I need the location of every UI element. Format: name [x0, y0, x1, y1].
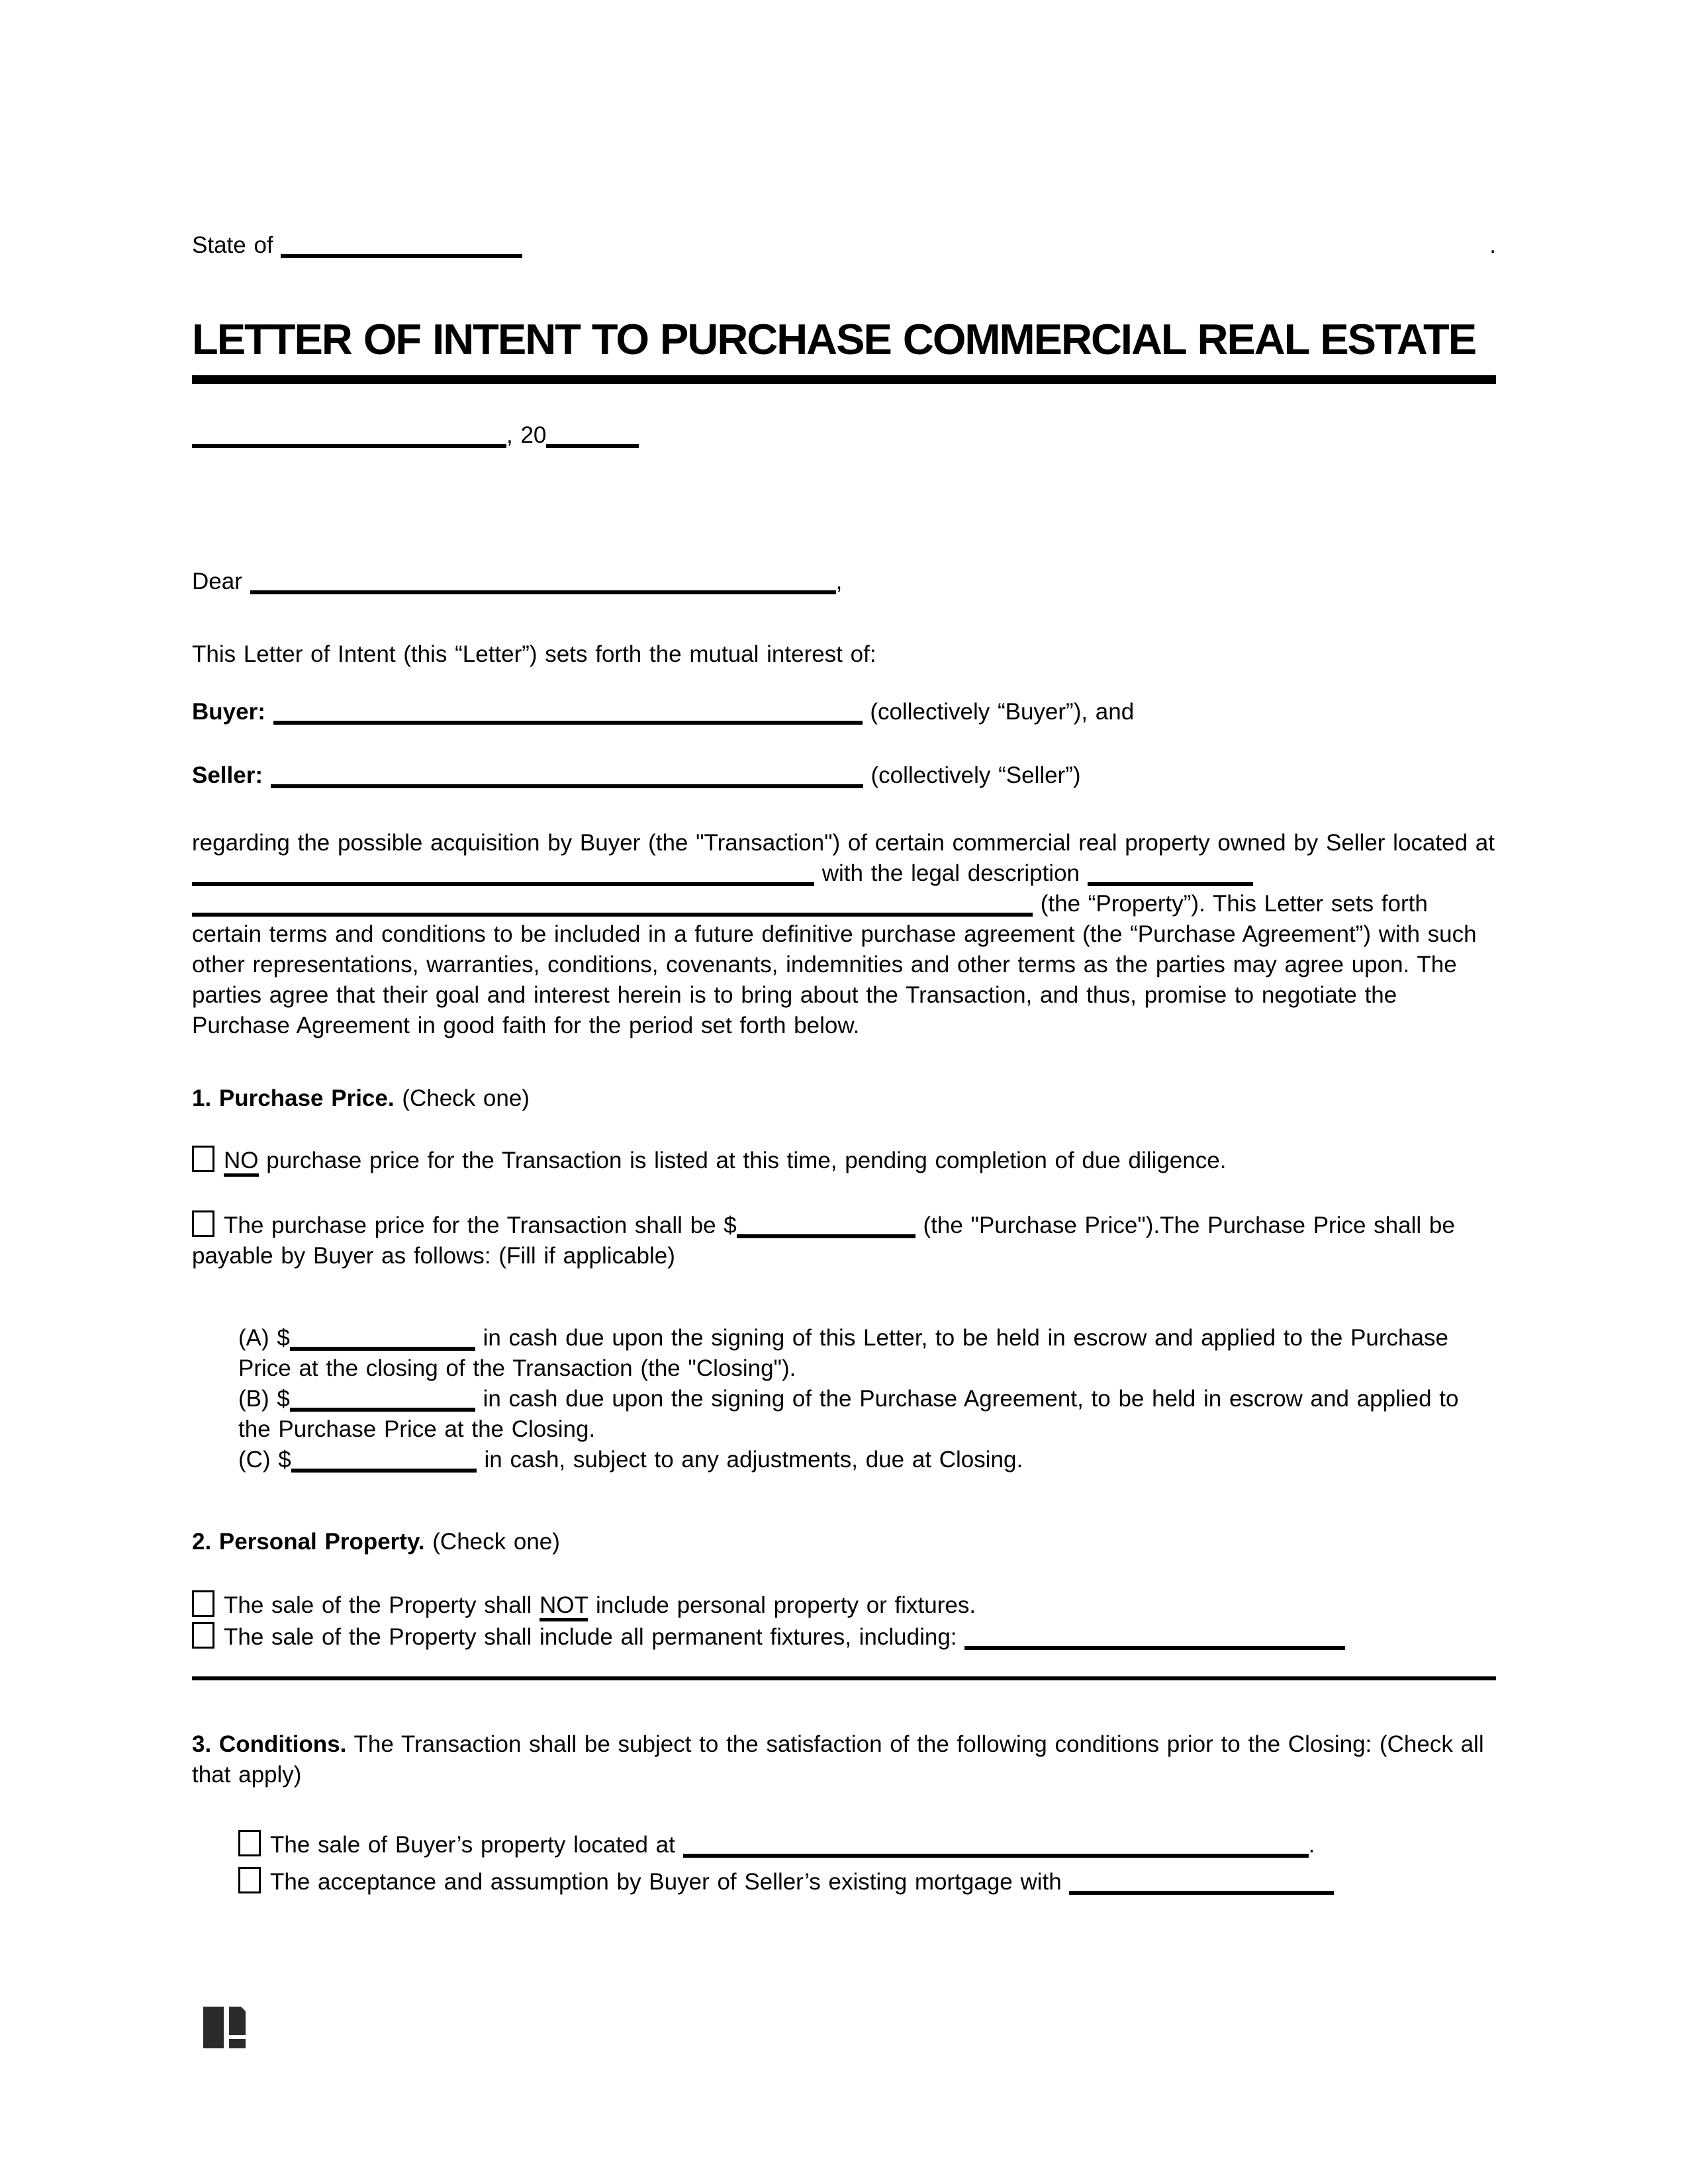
purchase-price-blank[interactable] [737, 1229, 915, 1238]
date-blank[interactable] [192, 439, 506, 448]
item-a-text: in cash due upon the signing of this Letter, to be held in escrow and applied to the Purchase Price at the closing of the Transaction (the "Closing"). [238, 1325, 1448, 1381]
buyer-label: Buyer: [192, 699, 265, 725]
salutation-label: Dear [192, 569, 242, 594]
recipient-blank[interactable] [250, 585, 836, 594]
checkbox-sale-of-buyers-property[interactable] [238, 1830, 261, 1856]
legal-description-blank-2[interactable] [192, 907, 1033, 917]
section1-option1 [192, 1146, 1496, 1176]
fixtures-blank-2[interactable] [192, 1671, 1496, 1680]
seller-label: Seller: [192, 762, 263, 788]
section2-note: (Check one) [432, 1529, 560, 1555]
recitals-part2: with the legal description [821, 860, 1080, 886]
section2-option1-post: include personal property or fixtures. [595, 1592, 976, 1618]
mortgage-lender-blank[interactable] [1069, 1886, 1334, 1895]
condition1-text: The sale of Buyer’s property located at [270, 1832, 675, 1858]
checkbox-include-fixtures[interactable] [192, 1622, 214, 1649]
no-underlined: NO [224, 1148, 259, 1177]
intro-paragraph: This Letter of Intent (this “Letter”) sets forth the mutual interest of: [192, 641, 876, 667]
section1-option1-text: purchase price for the Transaction is listed at this time, pending completion of due diligence. [266, 1148, 1227, 1173]
item-a-amount-blank[interactable] [290, 1342, 475, 1351]
buyer-blank[interactable] [273, 715, 863, 725]
section2-option2-text: The sale of the Property shall include all permanent fixtures, including: [224, 1624, 957, 1650]
section3-text: The Transaction shall be subject to the satisfaction of the following conditions prior to the Closing: (Check all that apply) [192, 1731, 1484, 1788]
legal-templates-logo [203, 2007, 246, 2048]
section1-heading: 1. Purchase Price. [192, 1085, 395, 1111]
state-blank[interactable] [281, 249, 522, 258]
section3-condition2 [238, 1867, 1496, 1897]
item-b-text: in cash due upon the signing of the Purchase Agreement, to be held in escrow and applied to the Purchase Price at the Closing. [238, 1386, 1459, 1442]
section1-option2-pre: The purchase price for the Transaction shall be $ [224, 1212, 737, 1238]
item-b-amount-blank[interactable] [290, 1402, 475, 1412]
item-b-label: (B) $ [238, 1386, 290, 1412]
section2-heading: 2. Personal Property. [192, 1529, 425, 1555]
checkbox-purchase-price[interactable] [192, 1210, 214, 1237]
recitals-paragraph [192, 828, 1496, 1041]
checkbox-not-include[interactable] [192, 1590, 214, 1617]
seller-blank[interactable] [271, 779, 863, 788]
section2-option2 [192, 1622, 1496, 1683]
recitals-part1: regarding the possible acquisition by Buyer (the "Transaction") of certain commercial real property owned by Seller located at [192, 830, 1495, 856]
property-address-blank[interactable] [192, 877, 814, 886]
section2-option1 [192, 1590, 1496, 1621]
buyer-property-address-blank[interactable] [683, 1848, 1309, 1858]
section1-heading-line [192, 1083, 1496, 1114]
legal-description-blank-1[interactable] [1088, 877, 1253, 886]
checkbox-mortgage-assumption[interactable] [238, 1867, 261, 1893]
recitals-part3: (the “Property”). This Letter sets forth certain terms and conditions to be included in a future definitive purchase agreement (the “Purchase Agreement”) with such other representations, warranties, conditions, covenants, indemnities and other terms as the parties may agree upon. The parties agree that their goal and interest herein is to bring about the Transaction, and thus, promise to negotiate the Purchase Agreement in good faith for the period set forth below. [192, 891, 1477, 1038]
not-underlined: NOT [539, 1592, 588, 1621]
section3-condition1 [238, 1830, 1496, 1860]
section1-option2 [192, 1210, 1496, 1271]
seller-suffix: (collectively “Seller”) [870, 762, 1081, 788]
section3-heading-line [192, 1729, 1496, 1790]
section2-heading-line [192, 1527, 1496, 1557]
item-a-label: (A) $ [238, 1325, 290, 1351]
item-c-text: in cash, subject to any adjustments, due at Closing. [484, 1447, 1023, 1473]
buyer-suffix: (collectively “Buyer”), and [870, 699, 1135, 725]
payment-item-b [238, 1384, 1496, 1445]
state-of-text [192, 230, 522, 261]
condition2-text: The acceptance and assumption by Buyer of Seller’s existing mortgage with [270, 1869, 1062, 1895]
page-title: LETTER OF INTENT TO PURCHASE COMMERCIAL REAL ESTATE [192, 314, 1496, 384]
salutation-comma: , [835, 569, 843, 594]
section1-option2-post: (the "Purchase Price").The Purchase Price shall be payable by Buyer as follows: (Fill if applicable) [192, 1212, 1455, 1269]
payment-items [238, 1323, 1496, 1475]
legal-templates-logo-icon [203, 2007, 246, 2048]
section2-option1-pre: The sale of the Property shall [224, 1592, 532, 1618]
payment-item-c [238, 1445, 1496, 1475]
checkbox-no-price[interactable] [192, 1146, 214, 1172]
state-of-label: State of [192, 232, 273, 258]
condition1-suffix: . [1308, 1832, 1315, 1858]
buyer-line [192, 697, 1496, 727]
header-trailing-period: . [1489, 232, 1496, 258]
date-separator: , 20 [506, 422, 547, 448]
payment-item-a [238, 1323, 1496, 1384]
fixtures-blank-1[interactable] [964, 1641, 1345, 1650]
item-c-amount-blank[interactable] [291, 1463, 477, 1473]
state-of-line [192, 230, 1496, 261]
seller-line [192, 760, 1496, 791]
date-line [192, 420, 1496, 451]
section1-note: (Check one) [402, 1085, 530, 1111]
salutation-line [192, 567, 1496, 597]
section3-heading: 3. Conditions. [192, 1731, 347, 1757]
year-blank[interactable] [546, 439, 639, 448]
item-c-label: (C) $ [238, 1447, 291, 1473]
